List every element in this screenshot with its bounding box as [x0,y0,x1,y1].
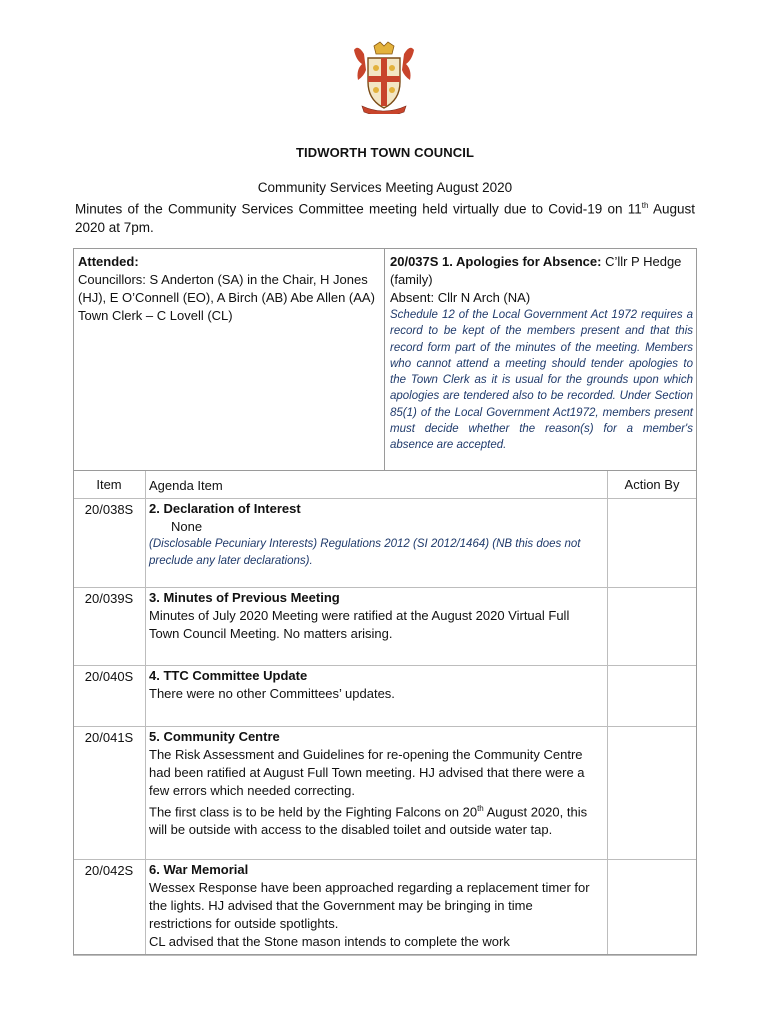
attended-clerk: Town Clerk – C Lovell (CL) [78,308,233,323]
agenda-heading: 4. TTC Committee Update [149,668,308,683]
apologies-note: Schedule 12 of the Local Government Act 1972 requires a record to be kept of the members present and that this record form part of the minutes of the meeting. Members who cannot attend a meeting should tender apologies to the Town Clerk as it is usual for the grounds upon which apologies are tendered also to be recorded. Under Section 85(1) of the Local Government Act1972, members present must decide whether the reason(s) for a member's absence are accepted. [390,309,693,452]
table-row [73,665,697,727]
attendance-table [73,248,697,471]
absent-text: Absent: Cllr N Arch (NA) [390,290,531,305]
action-by-cell [607,665,697,726]
agenda-note: (Disclosable Pecuniary Interests) Regulations 2012 (SI 2012/1464) (NB this does not preclude any later declarations). [149,538,581,567]
agenda-heading: 6. War Memorial [149,862,249,877]
attended-councillors: Councillors: S Anderton (SA) in the Chair, H Jones (HJ), E O’Connell (EO), A Birch (AB) Abe Allen (AA) [78,272,375,305]
action-by-cell [607,587,697,665]
agenda-text: Minutes of July 2020 Meeting were ratified at the August 2020 Virtual Full Town Council Meeting. No matters arising. [149,608,570,641]
col-item-header: Item [96,477,122,492]
item-ref: 20/042S [84,863,134,878]
table-header-row [73,471,697,499]
meeting-subtitle: Community Services Meeting August 2020 [257,180,513,195]
item-ref: 20/038S [84,502,134,517]
item-ref: 20/040S [84,669,134,684]
attended-label: Attended: [78,254,139,269]
council-crest-logo [350,40,418,114]
action-by-cell [607,859,697,955]
agenda-text-2: The first class is to be held by the Fighting Falcons on 20th August 2020, this will be outside with access to the disabled toilet and outside water tap. [149,804,588,838]
table-row [73,859,697,956]
col-action-header: Action By [624,477,680,492]
council-title: TIDWORTH TOWN COUNCIL [295,145,475,160]
agenda-text: None [171,519,203,534]
apologies-heading: 20/037S 1. Apologies for Absence: [390,254,602,269]
agenda-heading: 5. Community Centre [149,729,280,744]
agenda-text: Wessex Response have been approached regarding a replacement timer for the lights. HJ advised that the Government may be bringing in time restrictions for outside spotlights. [149,880,590,931]
col-agenda-header: Agenda Item [149,478,223,493]
action-by-cell [607,498,697,587]
agenda-heading: 2. Declaration of Interest [149,501,301,516]
item-ref: 20/039S [84,591,134,606]
agenda-text-2: CL advised that the Stone mason intends to complete the work [149,934,510,949]
agenda-text: There were no other Committees’ updates. [149,686,395,701]
apologies-cell [390,253,693,454]
attended-cell [78,253,378,325]
action-by-cell [607,726,697,859]
item-ref: 20/041S [84,730,134,745]
table-row [73,726,697,860]
apologies-detail: C’llr P Hedge (family) [390,254,682,287]
table-row [73,587,697,666]
intro-paragraph: Minutes of the Community Services Committee meeting held virtually due to Covid-19 on 11th August 2020 at 7pm. [75,201,695,235]
agenda-heading: 3. Minutes of Previous Meeting [149,590,340,605]
table-row [73,498,697,588]
agenda-text: The Risk Assessment and Guidelines for re-opening the Community Centre had been ratified at August Full Town meeting. HJ advised that there were a few errors which needed correcting. [149,747,585,798]
